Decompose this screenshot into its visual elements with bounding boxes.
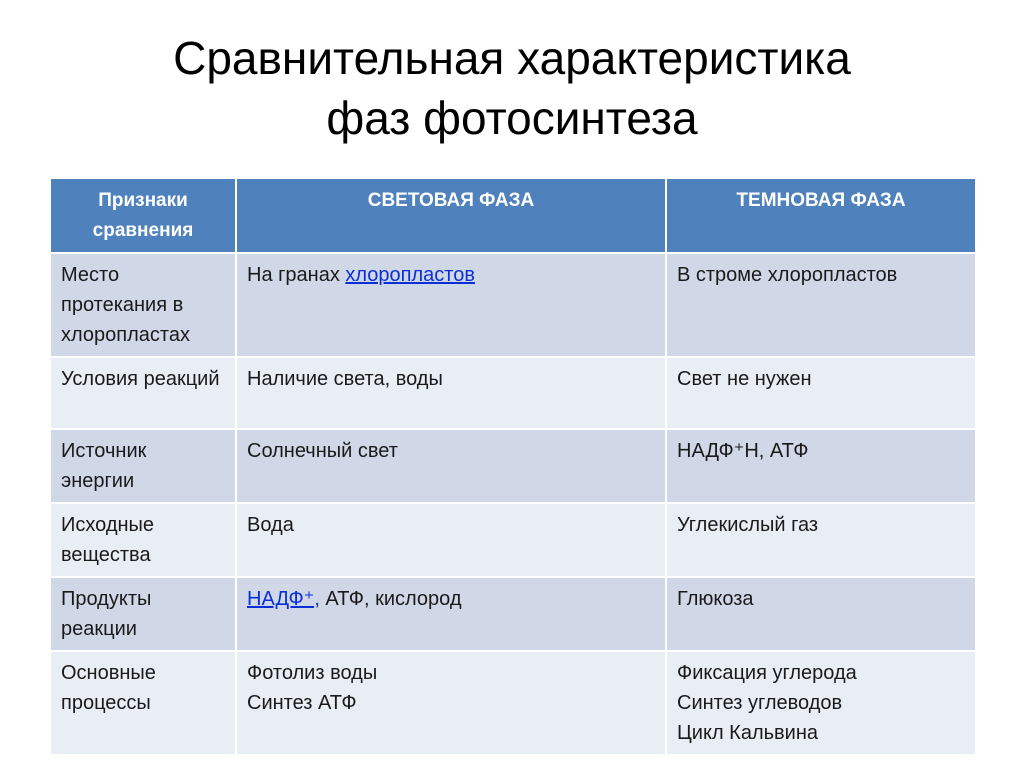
dark-process-line: Цикл Кальвина [677, 722, 818, 744]
row-criteria: Основные процессы [50, 651, 236, 755]
light-text: На гранах [247, 264, 346, 286]
table-row [50, 577, 976, 651]
header-light-phase: СВЕТОВАЯ ФАЗА [236, 178, 666, 253]
dark-process-line: Синтез углеводов [677, 692, 843, 714]
row-dark-value: В строме хлоропластов [666, 253, 976, 357]
header-criteria: Признаки сравнения [50, 178, 236, 253]
dark-process-line: Фиксация углерода [677, 662, 857, 684]
header-dark-phase: ТЕМНОВАЯ ФАЗА [666, 178, 976, 253]
row-light-value [236, 253, 666, 357]
row-dark-value: Углекислый газ [666, 503, 976, 577]
slide-title [0, 28, 1024, 148]
slide-title-line-2: фаз фотосинтеза [326, 92, 698, 144]
table-row [50, 429, 976, 503]
row-light-value [236, 651, 666, 755]
row-light-value: Наличие света, воды [236, 357, 666, 429]
table-header-row [50, 178, 976, 253]
row-criteria: Источник энергии [50, 429, 236, 503]
row-dark-value: Глюкоза [666, 577, 976, 651]
row-dark-value [666, 651, 976, 755]
row-light-value: Вода [236, 503, 666, 577]
row-criteria: Продукты реакции [50, 577, 236, 651]
row-criteria: Место протекания в хлоропластах [50, 253, 236, 357]
table-row [50, 503, 976, 577]
row-dark-value: НАДФ⁺Н, АТФ [666, 429, 976, 503]
slide-title-line-1: Сравнительная характеристика [173, 32, 851, 84]
nadp-link[interactable]: НАДФ⁺, [247, 588, 320, 610]
comparison-table [49, 177, 977, 756]
row-light-value [236, 577, 666, 651]
table-row [50, 651, 976, 755]
table-row [50, 253, 976, 357]
row-criteria: Исходные вещества [50, 503, 236, 577]
chloroplast-link[interactable]: хлоропластов [345, 264, 475, 286]
table-row [50, 357, 976, 429]
row-criteria: Условия реакций [50, 357, 236, 429]
row-light-value: Солнечный свет [236, 429, 666, 503]
light-process-line: Фотолиз воды [247, 662, 378, 684]
row-dark-value: Свет не нужен [666, 357, 976, 429]
light-process-line: Синтез АТФ [247, 692, 357, 714]
light-text: АТФ, кислород [319, 588, 462, 610]
